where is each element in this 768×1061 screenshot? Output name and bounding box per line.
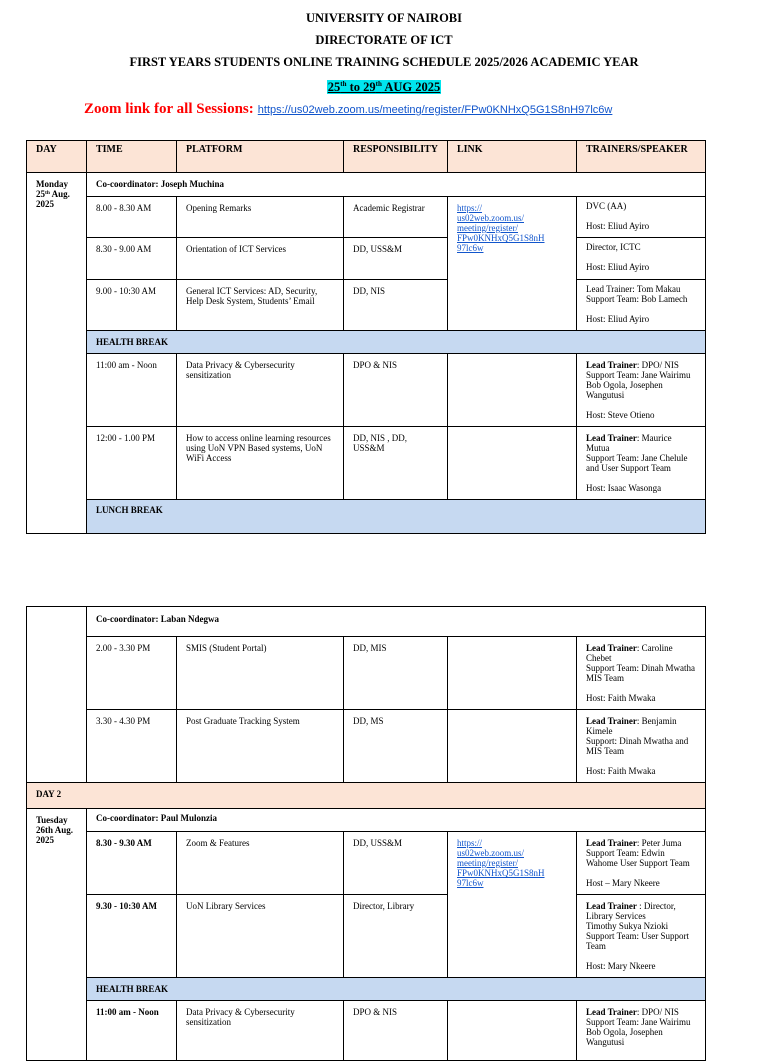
coordinator-row [27,173,706,197]
schedule-title: FIRST YEARS STUDENTS ONLINE TRAINING SCHEDULE 2025/2026 ACADEMIC YEAR [129,55,639,69]
session-trainer: Lead Trainer: DPO/ NIS Support Team: Jane Wairimu Bob Ogola, Josephen Wangutusi [577,1001,706,1061]
session-time: 3.30 - 4.30 PM [87,710,177,783]
session-time: 9.30 - 10:30 AM [87,895,177,978]
session-responsibility: Academic Registrar [344,197,448,238]
coordinator-row [27,607,706,637]
col-header-responsibility: RESPONSIBILITY [344,141,448,173]
zoom-link[interactable]: https://us02web.zoom.us/meeting/register/FPw0KNHxQ5G1S8nH97lc6w [257,104,613,116]
health-break-label: HEALTH BREAK [87,331,706,354]
session-responsibility: DPO & NIS [344,1001,448,1061]
lunch-break-label: LUNCH BREAK [87,500,706,534]
session-time: 8.00 - 8.30 AM [87,197,177,238]
session-platform: SMIS (Student Portal) [177,637,344,710]
session-link-empty [448,354,577,427]
col-header-trainers: TRAINERS/SPEAKER [577,141,706,173]
break-row [27,331,706,354]
session-time: 11:00 am - Noon [87,354,177,427]
session-trainer: Director, ICTC Host: Eliud Ayiro [577,238,706,280]
schedule-table-day1 [26,140,706,534]
session-trainer: Lead Trainer: DPO/ NIS Support Team: Jane Wairimu Bob Ogola, Josephen Wangutusi Host: Steve Otieno [577,354,706,427]
session-platform: Zoom & Features [177,832,344,895]
session-trainer: Lead Trainer : Director, Library Services Timothy Sukya Nzioki Support Team: User Support Team Host: Mary Nkeere [577,895,706,978]
session-link-empty [448,1001,577,1061]
session-time: 8.30 - 9.00 AM [87,238,177,280]
table-row [27,427,706,500]
session-responsibility: DD, MIS [344,637,448,710]
session-platform: Data Privacy & Cybersecurity sensitization [177,1001,344,1061]
table-row [27,832,706,895]
col-header-platform: PLATFORM [177,141,344,173]
session-link-empty [448,427,577,500]
session-trainer: Lead Trainer: Peter Juma Support Team: Edwin Wahome User Support Team Host – Mary Nkeere [577,832,706,895]
session-platform: Orientation of ICT Services [177,238,344,280]
col-header-day: DAY [27,141,87,173]
health-break-label: HEALTH BREAK [87,978,706,1001]
session-platform: Data Privacy & Cybersecurity sensitization [177,354,344,427]
session-time: 8.30 - 9.30 AM [87,832,177,895]
session-platform: UoN Library Services [177,895,344,978]
university-title: UNIVERSITY OF NAIROBI [305,11,463,25]
col-header-link: LINK [448,141,577,173]
table-header-row [27,141,706,173]
coordinator-row [27,809,706,832]
session-platform: How to access online learning resources using UoN VPN Based systems, UoN WiFi Access [177,427,344,500]
coordinator-label: Co-coordinator: Laban Ndegwa [87,607,706,637]
session-responsibility: Director, Library [344,895,448,978]
day2-heading: DAY 2 [27,783,706,809]
schedule-table-continued [26,606,706,1061]
date-range-highlight: 25th to 29th AUG 2025 [327,80,441,94]
day-cell-tuesday: Tuesday 26th Aug. 2025 [27,809,87,1061]
session-platform: Post Graduate Tracking System [177,710,344,783]
schedule-dates [0,77,768,94]
table-row [27,1001,706,1061]
session-platform: General ICT Services: AD, Security, Help Desk System, Students’ Email [177,280,344,331]
session-time: 9.00 - 10:30 AM [87,280,177,331]
session-responsibility: DD, USS&M [344,832,448,895]
session-time: 11:00 am - Noon [87,1001,177,1061]
col-header-time: TIME [87,141,177,173]
directorate-title: DIRECTORATE OF ICT [315,33,453,47]
table-row [27,895,706,978]
zoom-link-line [84,100,612,118]
day-cell-empty [27,607,87,783]
day-cell-monday: Monday 25th Aug. 2025 [27,173,87,534]
session-responsibility: DPO & NIS [344,354,448,427]
session-trainer: Lead Trainer: Tom Makau Support Team: Bob Lamech Host: Eliud Ayiro [577,280,706,331]
session-trainer: DVC (AA) Host: Eliud Ayiro [577,197,706,238]
session-trainer: Lead Trainer: Maurice Mutua Support Team: Jane Chelule and User Support Team Host: Isaac Wasonga [577,427,706,500]
session-responsibility: DD, NIS [344,280,448,331]
table-row [27,197,706,238]
coordinator-label: Co-coordinator: Joseph Muchina [87,173,706,197]
table-row [27,354,706,427]
day2-heading-row [27,783,706,809]
session-time: 2.00 - 3.30 PM [87,637,177,710]
break-row [27,500,706,534]
session-time: 12:00 - 1.00 PM [87,427,177,500]
zoom-link-label: Zoom link for all Sessions: [84,101,254,117]
table-row [27,710,706,783]
session-trainer: Lead Trainer: Caroline Chebet Support Team: Dinah Mwatha MIS Team Host: Faith Mwaka [577,637,706,710]
session-link[interactable]: https:// us02web.zoom.us/ meeting/register/ FPw0KNHxQ5G1S8nH 97lc6w [448,832,577,978]
break-row [27,978,706,1001]
session-platform: Opening Remarks [177,197,344,238]
session-link-empty [448,710,577,783]
table-row [27,637,706,710]
session-responsibility: DD, USS&M [344,238,448,280]
table-row [27,238,706,280]
session-responsibility: DD, NIS , DD, USS&M [344,427,448,500]
session-responsibility: DD, MS [344,710,448,783]
session-link-empty [448,637,577,710]
coordinator-label: Co-coordinator: Paul Mulonzia [87,809,706,832]
session-trainer: Lead Trainer: Benjamin Kimele Support: Dinah Mwatha and MIS Team Host: Faith Mwaka [577,710,706,783]
table-row [27,280,706,331]
session-link[interactable]: https:// us02web.zoom.us/ meeting/register/ FPw0KNHxQ5G1S8nH 97lc6w [448,197,577,331]
